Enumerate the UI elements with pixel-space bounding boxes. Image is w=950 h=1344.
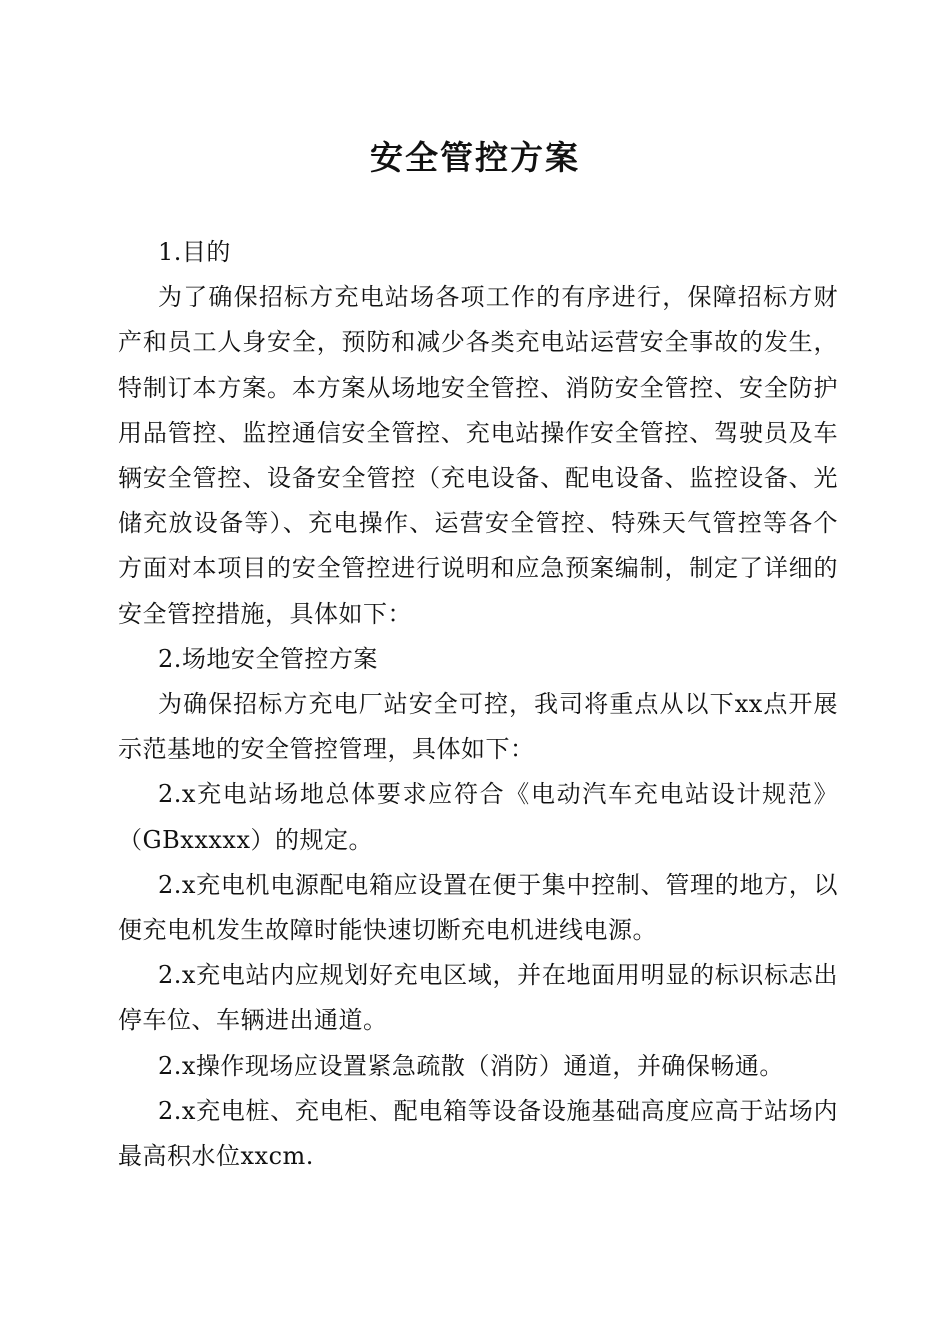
heading-site-safety: 2.场地安全管控方案: [158, 644, 378, 673]
paragraph-purpose: 为了确保招标方充电站场各项工作的有序进行，保障招标方财产和员工人身安全，预防和减少各类充电站运营安全事故的发生，特制订本方案。本方案从场地安全管控、消防安全管控、安全防护用品管控、监控通信安全管控、充电站操作安全管控、驾驶员及车辆安全管控、设备安全管控（充电设备、配电设备、监控设备、光储充放设备等）、充电操作、运营安全管控、特殊天气管控等各个方面对本项目的安全管控进行说明和应急预案编制，制定了详细的安全管控措施，具体如下：: [118, 283, 838, 628]
heading-purpose: 1.目的: [158, 238, 231, 266]
item-emergency-exit: 2.x操作现场应设置紧急疏散（消防）通道，并确保畅通。: [158, 1051, 784, 1080]
paragraph-site-safety-intro: 为确保招标方充电厂站安全可控，我司将重点从以下xx点开展示范基地的安全管控管理，具体如下：: [118, 690, 838, 764]
document-title: 安全管控方案: [370, 138, 580, 177]
item-charging-area: 2.x充电站内应规划好充电区域，并在地面用明显的标识标志出停车位、车辆进出通道。: [118, 961, 838, 1035]
item-foundation-height: 2.x充电桩、充电柜、配电箱等设备设施基础高度应高于站场内最高积水位xxcm.: [118, 1096, 838, 1171]
item-site-requirements: 2.x充电站场地总体要求应符合《电动汽车充电站设计规范》（GBxxxxx）的规定。: [118, 780, 838, 854]
document-body: [118, 230, 838, 1179]
item-distribution-box: 2.x充电机电源配电箱应设置在便于集中控制、管理的地方，以便充电机发生故障时能快速切断充电机进线电源。: [118, 870, 838, 945]
